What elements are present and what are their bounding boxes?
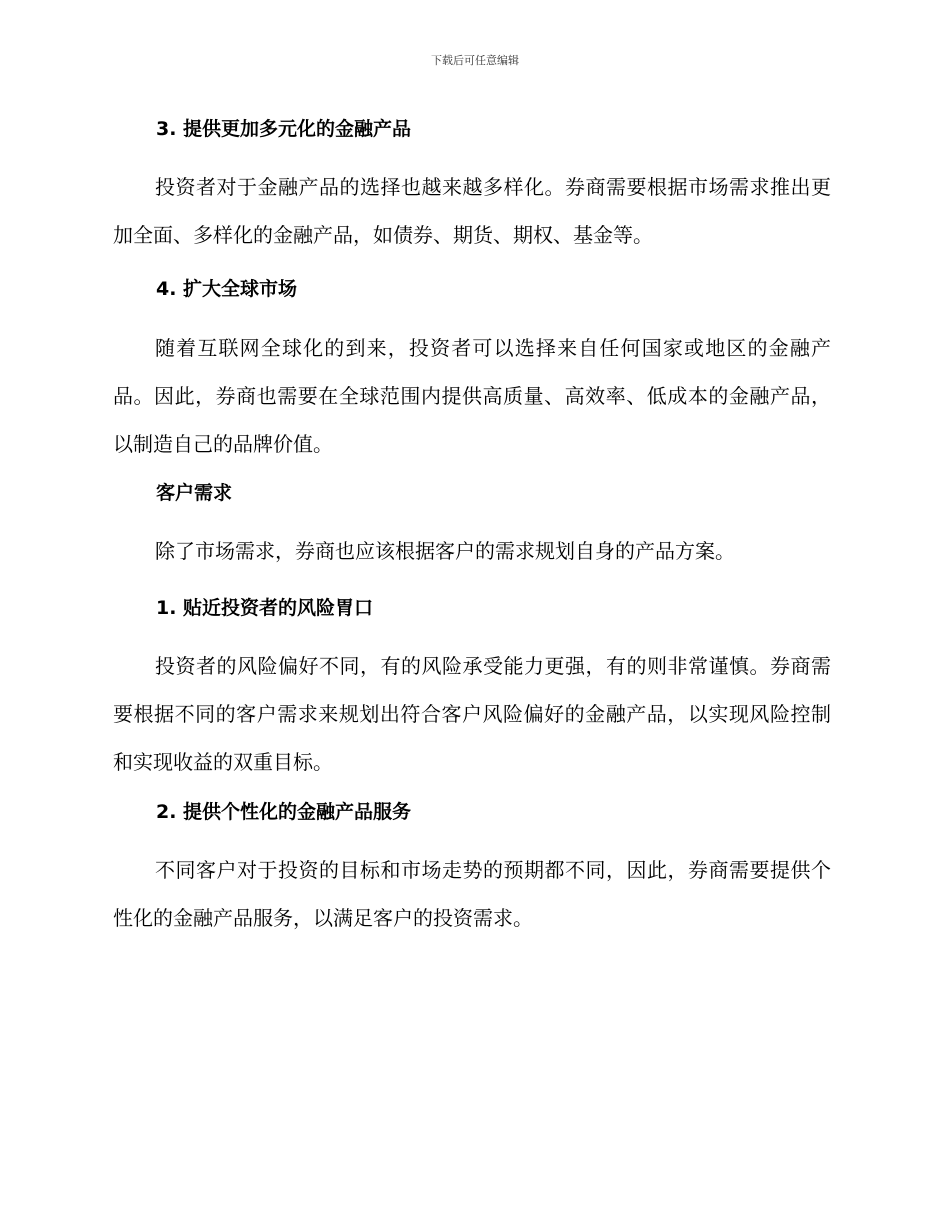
section-paragraph: 不同客户对于投资的目标和市场走势的预期都不同，因此，券商需要提供个性化的金融产品服务，以满足客户的投资需求。 (113, 858, 831, 930)
section-heading: 客户需求 (156, 482, 233, 504)
section-heading: 3. 提供更加多元化的金融产品 (156, 118, 412, 140)
section-paragraph: 除了市场需求，券商也应该根据客户的需求规划自身的产品方案。 (155, 539, 735, 563)
section-heading: 2. 提供个性化的金融产品服务 (156, 801, 412, 823)
section-paragraph: 投资者的风险偏好不同，有的风险承受能力更强，有的则非常谨慎。券商需要根据不同的客户需求来规划出符合客户风险偏好的金融产品，以实现风险控制和实现收益的双重目标。 (113, 654, 831, 774)
section-heading: 1. 贴近投资者的风险胃口 (156, 597, 374, 619)
page-header: 下载后可任意编辑 (431, 54, 519, 67)
section-heading: 4. 扩大全球市场 (156, 278, 298, 300)
section-paragraph: 随着互联网全球化的到来，投资者可以选择来自任何国家或地区的金融产品。因此，券商也需要在全球范围内提供高质量、高效率、低成本的金融产品，以制造自己的品牌价值。 (113, 336, 831, 456)
section-paragraph: 投资者对于金融产品的选择也越来越多样化。券商需要根据市场需求推出更加全面、多样化的金融产品，如债券、期货、期权、基金等。 (113, 175, 831, 247)
